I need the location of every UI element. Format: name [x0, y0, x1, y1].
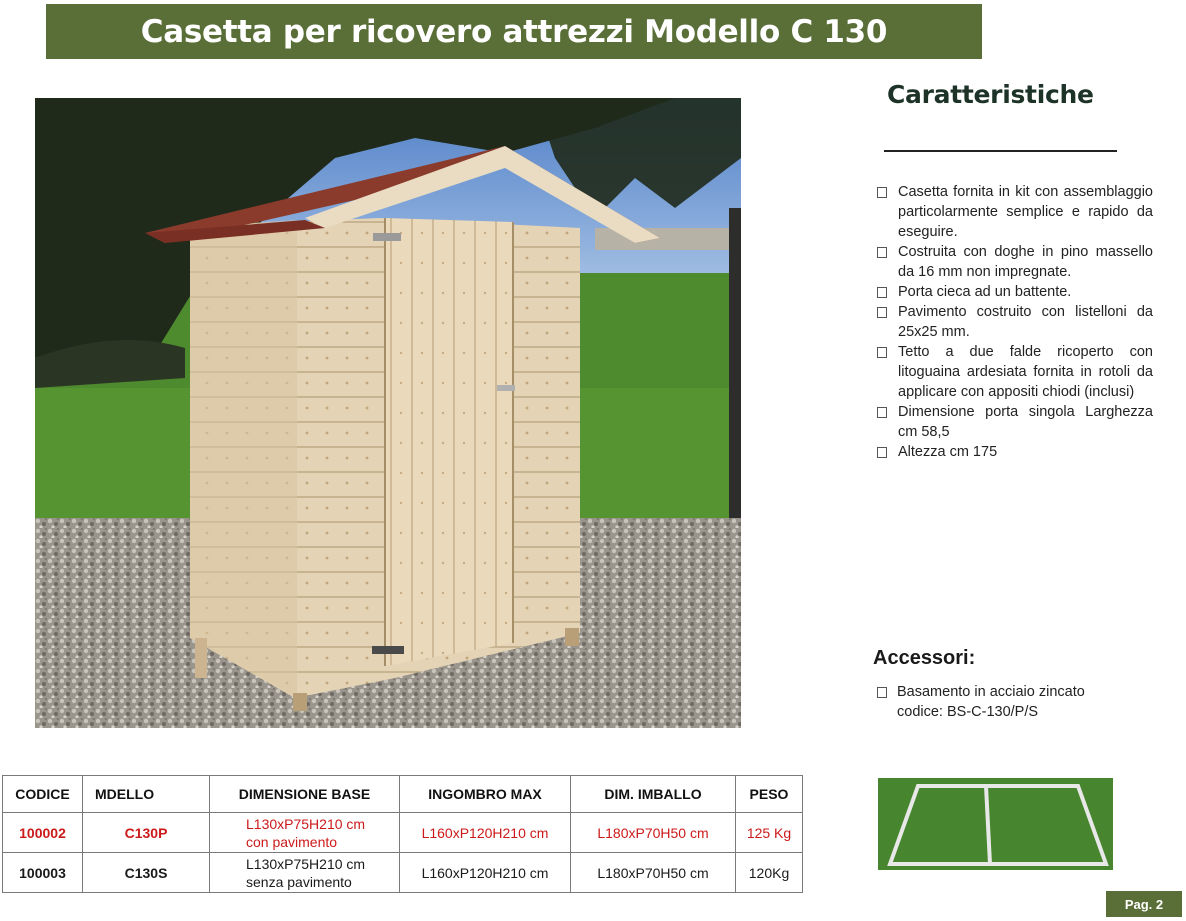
- feature-item: Tetto a due falde ricoperto con litoguaina ardesiata fornita in rotoli da applicare con appositi chiodi (inclusi): [875, 342, 1153, 402]
- col-header-modello: MDELLO: [83, 776, 210, 813]
- accessory-item: [875, 682, 1186, 722]
- col-header-ingombro-max: INGOMBRO MAX: [400, 776, 571, 813]
- table-row: [3, 853, 803, 893]
- feature-item: Pavimento costruito con listelloni da 25x25 mm.: [875, 302, 1153, 342]
- dim-line-1: L130xP75H210 cm: [246, 815, 366, 832]
- features-heading: Caratteristiche: [887, 80, 1094, 109]
- col-header-peso: PESO: [736, 776, 803, 813]
- spec-table: [2, 775, 803, 893]
- cell-codice: 100002: [3, 813, 83, 853]
- cell-dimensione-base: [210, 853, 400, 893]
- feature-item: Costruita con doghe in pino massello da 16 mm non impregnate.: [875, 242, 1153, 282]
- accessory-code: codice: BS-C-130/P/S: [897, 704, 1039, 720]
- cell-dimensione-base: [210, 813, 400, 853]
- page-title: Casetta per ricovero attrezzi Modello C 130: [46, 4, 982, 59]
- table-header-row: [3, 776, 803, 813]
- cell-ingombro: L160xP120H210 cm: [400, 853, 571, 893]
- cell-codice: 100003: [3, 853, 83, 893]
- dim-line-1: L130xP75H210 cm: [246, 855, 366, 872]
- cell-peso: 125 Kg: [736, 813, 803, 853]
- steel-base-photo: [878, 778, 1113, 870]
- dim-line-2: senza pavimento: [246, 873, 352, 890]
- feature-item: Dimensione porta singola Larghezza cm 58,5: [875, 402, 1153, 442]
- features-divider: [884, 150, 1117, 152]
- col-header-dimensione-base: DIMENSIONE BASE: [210, 776, 400, 813]
- feature-item: Altezza cm 175: [875, 442, 1153, 462]
- col-header-codice: CODICE: [3, 776, 83, 813]
- page-number-badge: Pag. 2: [1106, 891, 1182, 917]
- accessories-heading: Accessori:: [873, 647, 976, 669]
- shed-photo: [35, 98, 741, 728]
- col-header-dim-imballo: DIM. IMBALLO: [571, 776, 736, 813]
- cell-imballo: L180xP70H50 cm: [571, 813, 736, 853]
- cell-modello: C130S: [83, 853, 210, 893]
- cell-ingombro: L160xP120H210 cm: [400, 813, 571, 853]
- cell-imballo: L180xP70H50 cm: [571, 853, 736, 893]
- dim-line-2: con pavimento: [246, 833, 338, 850]
- table-row: [3, 813, 803, 853]
- features-list: [875, 182, 1153, 462]
- feature-item: Casetta fornita in kit con assemblaggio particolarmente semplice e rapido da eseguire.: [875, 182, 1153, 242]
- feature-item: Porta cieca ad un battente.: [875, 282, 1153, 302]
- cell-modello: C130P: [83, 813, 210, 853]
- accessory-label: Basamento in acciaio zincato: [897, 684, 1085, 700]
- cell-peso: 120Kg: [736, 853, 803, 893]
